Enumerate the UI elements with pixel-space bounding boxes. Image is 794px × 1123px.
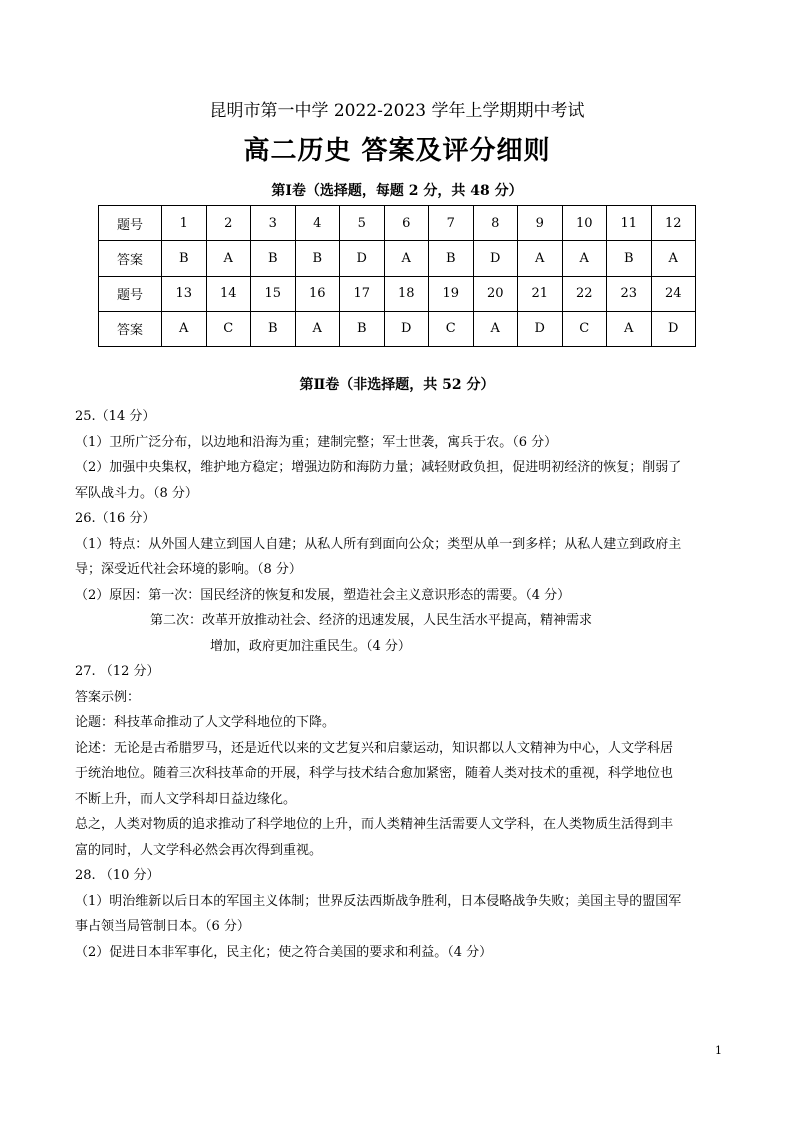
table-row: [99, 276, 696, 311]
table-cell: 17: [340, 276, 385, 311]
q26-part2-line2: 第二次：改革开放推动社会、经济的迅速发展，人民生活水平提高，精神需求: [150, 613, 593, 628]
table-cell: B: [295, 241, 340, 276]
table-cell: 24: [651, 276, 696, 311]
q28-part1-line2: 事占领当局管制日本。（6 分）: [75, 919, 250, 934]
q28-part1-line1: （1）明治维新以后日本的军国主义体制；世界反法西斯战争胜利，日本侵略战争失败；美国主导的盟国军: [75, 893, 682, 909]
table-cell: 15: [251, 276, 296, 311]
q26-part2-line1: （2）原因：第一次：国民经济的恢复和发展，塑造社会主义意识形态的需要。（4 分）: [75, 587, 571, 603]
table-cell: 14: [206, 276, 251, 311]
answer-table: [98, 205, 696, 347]
table-cell: B: [429, 241, 474, 276]
table-cell: 16: [295, 276, 340, 311]
q27-heading: 27. （12 分）: [75, 664, 160, 679]
answer-content: [75, 404, 725, 965]
table-cell: 10: [562, 206, 607, 241]
table-cell: 1: [162, 206, 207, 241]
table-cell: 8: [473, 206, 518, 241]
table-cell: A: [295, 311, 340, 346]
section1-heading: 第Ⅰ卷（选择题，每题 2 分，共 48 分）: [271, 183, 523, 199]
table-cell: D: [384, 311, 429, 346]
table-cell: B: [340, 311, 385, 346]
q26-part1-line2: 导；深受近代社会环境的影响。（8 分）: [75, 562, 302, 577]
q25-part2-line1: （2）加强中央集权，维护地方稳定；增强边防和海防力量；减轻财政负担，促进明初经济的恢复；削弱了: [75, 460, 682, 475]
document-title: 高二历史 答案及评分细则: [243, 136, 551, 166]
q26-part1-line1: （1）特点：从外国人建立到国人自建；从私人所有到面向公众；类型从单一到多样；从私人建立到政府主: [75, 536, 682, 552]
section2-heading: 第Ⅱ卷（非选择题，共 52 分）: [299, 377, 495, 393]
table-cell: A: [562, 241, 607, 276]
q28-heading: 28. （10 分）: [75, 868, 160, 883]
q27-argument-line1: 论述：无论是古希腊罗马，还是近代以来的文艺复兴和启蒙运动，知识都以人文精神为中心，人文学科居: [75, 740, 674, 756]
table-cell: 11: [607, 206, 652, 241]
q27-argument-line2: 于统治地位。随着三次科技革命的开展，科学与技术结合愈加紧密，随着人类对技术的重视，科学地位也: [75, 766, 674, 781]
table-cell: 22: [562, 276, 607, 311]
table-cell: A: [651, 241, 696, 276]
q25-heading: 25.（14 分）: [75, 409, 156, 424]
q28-part2: （2）促进日本非军事化，民主化；使之符合美国的要求和利益。（4 分）: [75, 944, 493, 960]
table-cell: 7: [429, 206, 474, 241]
table-cell: 5: [340, 206, 385, 241]
table-cell: A: [607, 311, 652, 346]
q26-part2-line3: 增加，政府更加注重民生。（4 分）: [210, 638, 411, 654]
table-cell: D: [473, 241, 518, 276]
table-row-label: 题号: [99, 206, 162, 241]
table-cell: 6: [384, 206, 429, 241]
q25-part1: （1）卫所广泛分布，以边地和沿海为重；建制完整；军士世袭，寓兵于农。（6 分）: [75, 434, 558, 450]
table-cell: A: [206, 241, 251, 276]
table-row: [99, 206, 696, 241]
table-cell: 9: [518, 206, 563, 241]
table-cell: A: [518, 241, 563, 276]
table-cell: D: [518, 311, 563, 346]
table-row-label: 答案: [99, 311, 162, 346]
table-cell: A: [162, 311, 207, 346]
table-cell: A: [384, 241, 429, 276]
table-row-label: 答案: [99, 241, 162, 276]
table-cell: 13: [162, 276, 207, 311]
table-cell: 3: [251, 206, 296, 241]
exam-title: 昆明市第一中学 2022-2023 学年上学期期中考试: [209, 101, 585, 121]
table-cell: B: [607, 241, 652, 276]
table-cell: B: [162, 241, 207, 276]
table-cell: B: [251, 241, 296, 276]
table-cell: D: [651, 311, 696, 346]
q27-conclusion-line1: 总之，人类对物质的追求推动了科学地位的上升，而人类精神生活需要人文学科，在人类物质生活得到丰: [75, 817, 674, 832]
page-number: 1: [715, 1044, 722, 1057]
table-cell: 21: [518, 276, 563, 311]
table-cell: 20: [473, 276, 518, 311]
q27-thesis: 论题：科技革命推动了人文学科地位的下降。: [75, 715, 336, 730]
q27-example-label: 答案示例：: [75, 689, 141, 705]
table-cell: 19: [429, 276, 474, 311]
table-cell: 4: [295, 206, 340, 241]
table-cell: C: [206, 311, 251, 346]
table-row: [99, 311, 696, 346]
table-cell: D: [340, 241, 385, 276]
table-cell: B: [251, 311, 296, 346]
q25-part2-line2: 军队战斗力。（8 分）: [75, 485, 198, 501]
q27-conclusion-line2: 富的同时，人文学科必然会再次得到重视。: [75, 842, 323, 858]
table-row-label: 题号: [99, 276, 162, 311]
table-cell: 12: [651, 206, 696, 241]
table-cell: 2: [206, 206, 251, 241]
table-cell: 23: [607, 276, 652, 311]
table-row: [99, 241, 696, 276]
table-cell: C: [562, 311, 607, 346]
table-cell: 18: [384, 276, 429, 311]
q27-argument-line3: 不断上升，而人文学科却日益边缘化。: [75, 791, 297, 807]
table-cell: C: [429, 311, 474, 346]
q26-heading: 26.（16 分）: [75, 511, 156, 526]
table-cell: A: [473, 311, 518, 346]
